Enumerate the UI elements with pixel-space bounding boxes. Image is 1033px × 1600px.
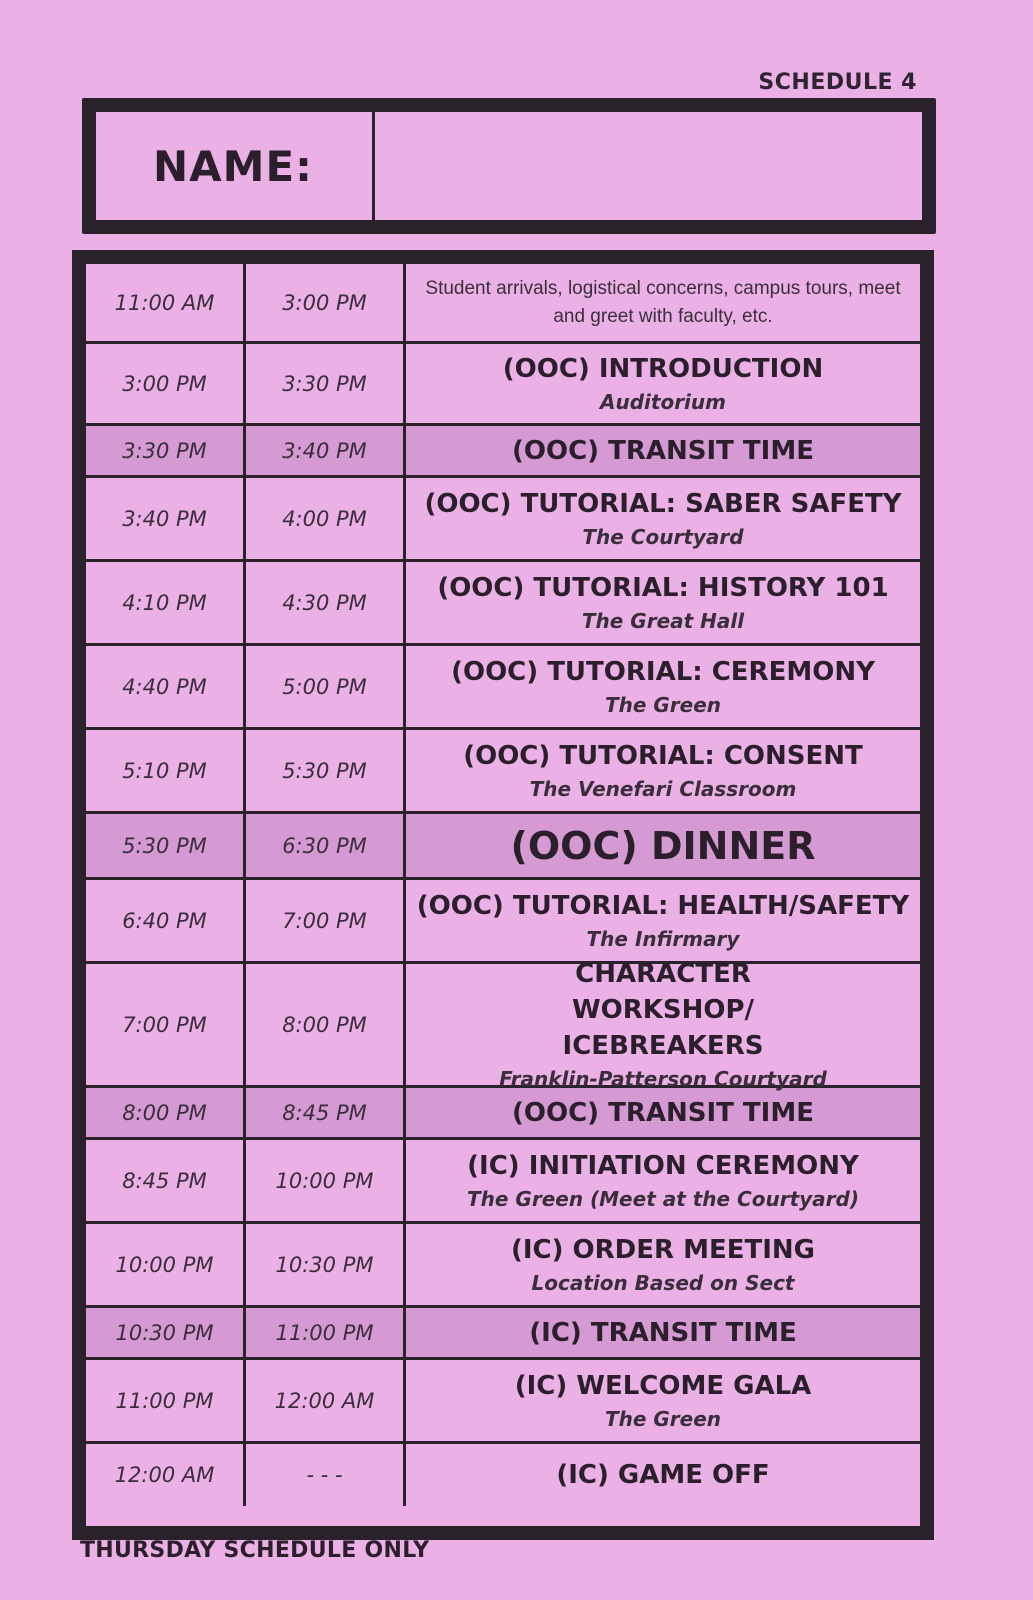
end-time: 4:30 PM	[282, 590, 367, 615]
schedule-row	[86, 1444, 920, 1506]
schedule-row	[86, 730, 920, 814]
start-time-cell	[86, 562, 246, 643]
event-description: Student arrivals, logistical concerns, campus tours, meet and greet with faculty, etc.	[425, 277, 901, 327]
event-title: (OOC) TUTORIAL: HISTORY 101	[437, 572, 889, 603]
event-title: (OOC) TRANSIT TIME	[512, 1097, 814, 1128]
start-time: 11:00 AM	[114, 290, 215, 315]
start-time-cell	[86, 1308, 246, 1357]
start-time-cell	[86, 730, 246, 811]
end-time: 3:40 PM	[282, 438, 367, 463]
event-location: The Green	[604, 692, 722, 717]
event-location: The Great Hall	[581, 608, 745, 633]
start-time-cell	[86, 814, 246, 877]
end-time-cell	[246, 344, 406, 423]
end-time: 12:00 AM	[274, 1388, 375, 1413]
event-location: The Courtyard	[582, 524, 744, 549]
event-cell	[406, 1308, 920, 1357]
event-cell	[406, 426, 920, 475]
event-cell	[406, 1360, 920, 1441]
event-title: (IC) INITIATION CEREMONY	[467, 1150, 859, 1181]
event-cell	[406, 1140, 920, 1221]
end-time-cell	[246, 264, 406, 341]
end-time-cell	[246, 1308, 406, 1357]
event-title: (OOC) TUTORIAL: CONSENT	[463, 740, 863, 771]
start-time: 7:00 PM	[122, 1012, 207, 1037]
schedule-row	[86, 880, 920, 964]
end-time-cell	[246, 1360, 406, 1441]
event-title: (OOC) TUTORIAL: SABER SAFETY	[424, 488, 902, 519]
start-time-cell	[86, 964, 246, 1085]
start-time-cell	[86, 880, 246, 961]
event-title: (IC) ORDER MEETING	[510, 1234, 815, 1265]
name-box	[82, 98, 936, 234]
end-time-cell	[246, 1088, 406, 1137]
end-time-cell	[246, 880, 406, 961]
start-time-cell	[86, 1224, 246, 1305]
event-title: (OOC) TUTORIAL: CEREMONY	[451, 656, 875, 687]
start-time: 4:40 PM	[122, 674, 207, 699]
end-time-cell	[246, 1224, 406, 1305]
event-title: (IC) GAME OFF	[556, 1460, 770, 1490]
schedule-row	[86, 958, 920, 1091]
schedule-row	[86, 562, 920, 646]
end-time-cell	[246, 646, 406, 727]
start-time-cell	[86, 344, 246, 423]
schedule-row	[86, 426, 920, 478]
event-location: The Infirmary	[586, 926, 740, 951]
event-location: Franklin-Patterson Courtyard	[499, 1066, 827, 1091]
event-title: (OOC) DINNER	[510, 823, 816, 868]
start-time-cell	[86, 1444, 246, 1506]
event-location: Auditorium	[600, 389, 726, 414]
event-cell	[406, 1224, 920, 1305]
schedule-row	[86, 814, 920, 880]
event-cell	[406, 562, 920, 643]
name-label: NAME:	[94, 110, 375, 222]
name-box-inner	[92, 108, 926, 224]
footer-note: THURSDAY SCHEDULE ONLY	[80, 1538, 430, 1563]
start-time: 3:40 PM	[122, 506, 207, 531]
start-time: 8:45 PM	[122, 1168, 207, 1193]
start-time-cell	[86, 1140, 246, 1221]
event-cell	[406, 958, 920, 1091]
event-cell	[406, 1444, 920, 1506]
schedule-row	[86, 344, 920, 426]
name-field	[375, 110, 924, 222]
schedule-row	[86, 1224, 920, 1308]
start-time: 3:00 PM	[122, 371, 207, 396]
start-time: 6:40 PM	[122, 908, 207, 933]
event-cell	[406, 730, 920, 811]
schedule-table	[72, 250, 934, 1540]
start-time: 10:30 PM	[115, 1320, 214, 1345]
end-time-cell	[246, 814, 406, 877]
event-title: CHARACTER WORKSHOP/ ICEBREAKERS	[562, 958, 764, 1061]
end-time: - - -	[306, 1463, 343, 1487]
start-time-cell	[86, 646, 246, 727]
event-cell	[406, 478, 920, 559]
start-time-cell	[86, 1360, 246, 1441]
end-time: 5:00 PM	[282, 674, 367, 699]
event-title: (IC) TRANSIT TIME	[529, 1317, 797, 1348]
schedule-row	[86, 264, 920, 344]
schedule-row	[86, 646, 920, 730]
start-time: 8:00 PM	[122, 1100, 207, 1125]
event-location: The Green (Meet at the Courtyard)	[467, 1186, 859, 1211]
end-time-cell	[246, 426, 406, 475]
event-location: The Green	[604, 1406, 722, 1431]
schedule-row	[86, 1140, 920, 1224]
end-time-cell	[246, 478, 406, 559]
start-time: 4:10 PM	[122, 590, 207, 615]
end-time-cell	[246, 1444, 406, 1506]
schedule-row	[86, 1360, 920, 1444]
end-time: 4:00 PM	[282, 506, 367, 531]
end-time-cell	[246, 1140, 406, 1221]
end-time: 8:00 PM	[282, 1012, 367, 1037]
end-time: 11:00 PM	[275, 1320, 374, 1345]
event-cell	[406, 344, 920, 423]
end-time-cell	[246, 730, 406, 811]
start-time-cell	[86, 1088, 246, 1137]
start-time: 5:30 PM	[122, 833, 207, 858]
schedule-row	[86, 478, 920, 562]
event-cell	[406, 264, 920, 341]
event-location: Location Based on Sect	[531, 1270, 795, 1295]
start-time: 10:00 PM	[115, 1252, 214, 1277]
end-time: 3:30 PM	[282, 371, 367, 396]
event-title: (OOC) INTRODUCTION	[502, 353, 824, 384]
event-location: The Venefari Classroom	[529, 776, 797, 801]
end-time: 10:00 PM	[275, 1168, 374, 1193]
start-time: 3:30 PM	[122, 438, 207, 463]
event-title: (IC) WELCOME GALA	[514, 1370, 812, 1401]
start-time: 12:00 AM	[114, 1463, 215, 1487]
start-time-cell	[86, 264, 246, 341]
schedule-row	[86, 1308, 920, 1360]
end-time: 5:30 PM	[282, 758, 367, 783]
schedule-number: SCHEDULE 4	[758, 70, 917, 95]
event-cell	[406, 646, 920, 727]
start-time-cell	[86, 426, 246, 475]
start-time-cell	[86, 478, 246, 559]
end-time: 8:45 PM	[282, 1100, 367, 1125]
end-time-cell	[246, 964, 406, 1085]
event-title: (OOC) TUTORIAL: HEALTH/SAFETY	[416, 890, 910, 921]
end-time: 7:00 PM	[282, 908, 367, 933]
end-time: 10:30 PM	[275, 1252, 374, 1277]
event-cell	[406, 880, 920, 961]
end-time-cell	[246, 562, 406, 643]
end-time: 6:30 PM	[282, 833, 367, 858]
start-time: 11:00 PM	[115, 1388, 214, 1413]
event-title: (OOC) TRANSIT TIME	[512, 435, 814, 466]
start-time: 5:10 PM	[122, 758, 207, 783]
schedule-row	[86, 1088, 920, 1140]
event-cell	[406, 1088, 920, 1137]
event-cell	[406, 814, 920, 877]
end-time: 3:00 PM	[282, 290, 367, 315]
